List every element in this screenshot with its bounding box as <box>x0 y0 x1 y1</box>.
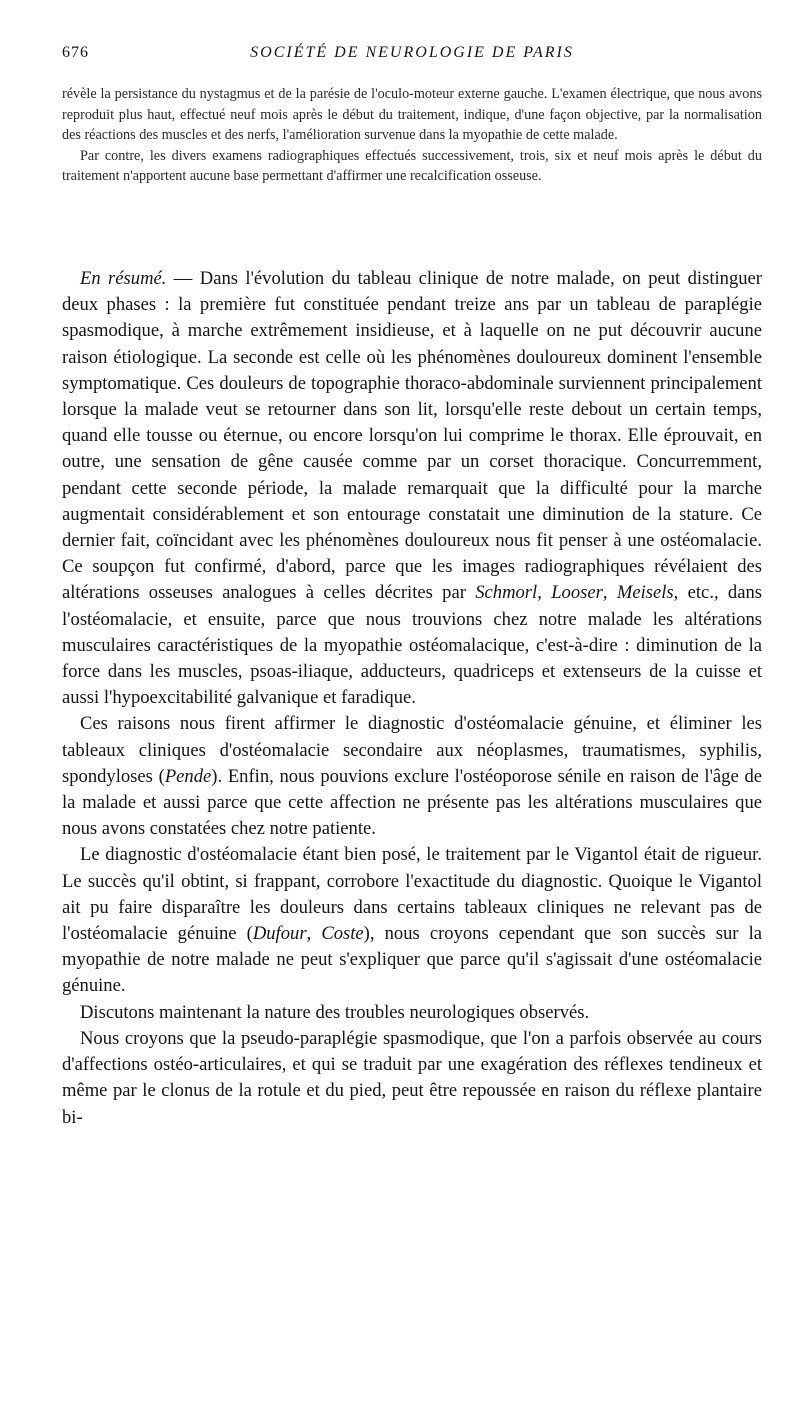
separator: , <box>602 582 617 604</box>
page-header <box>62 44 762 68</box>
page-number: 676 <box>62 44 89 61</box>
treatment-paragraph <box>62 842 762 999</box>
author-name: Coste <box>321 923 364 945</box>
author-name: Schmorl <box>475 582 538 604</box>
author-name: Dufour <box>252 923 307 945</box>
diagnosis-paragraph <box>62 711 762 842</box>
text-span: — Dans l'évolution du tableau clinique de notre malade, on peut distinguer deux phases : la première fut constituée pendant treize ans par un tableau de paraplégie spasmodique, à marche extrêmement insidieuse, et à laquelle on ne put découvrir aucune raison étiologique. La seconde est celle où les phénomènes douloureux dominent l'ensemble symptomatique. Ces douleurs de topographie thoraco-abdominale surviennent principalement lorsque la malade veut se retourner dans son lit, lorsqu'elle reste debout un certain temps, quand elle tousse ou éternue, ou encore lorsqu'on lui comprime le thorax. Elle éprouvait, en outre, une sensation de gêne causée comme par un corset thoracique. Concurremment, pendant cette seconde période, la malade remarquait que la difficulté pour la marche augmentait considérablement et son entourage constatait une diminution de la stature. Ce dernier fait, coïncidant avec les phénomènes douloureux nous fit penser à une ostéomalacie. Ce soupçon fut confirmé, d'abord, parce que les images radiographiques révélaient des altérations osseuses analogues à celles décrites par <box>62 268 762 604</box>
main-text-section <box>62 266 762 1131</box>
text-span: ), nous croyons cependant que son succès sur la myopathie de notre malade ne peut s'expliquer que parce qu'il s'agissait d'une ostéomalacie génuine. <box>62 923 763 997</box>
text-span: Le diagnostic d'ostéomalacie étant bien posé, le traitement par le Vigantol était de rigueur. Le succès qu'il obtint, si frappant, corrobore l'exactitude du diagnostic. Quoique le Vigantol ait pu faire disparaître les douleurs dans certains tableaux cliniques ne relevant pas de l'ostéomalacie génuine ( <box>62 844 762 945</box>
running-title: SOCIÉTÉ DE NEUROLOGIE DE PARIS <box>250 44 574 61</box>
author-name: Looser <box>551 582 603 604</box>
small-print-paragraph: révèle la persistance du nystagmus et de la parésie de l'oculo-moteur externe gauche. L'examen électrique, que nous avons reproduit plus haut, effectué neuf mois après le début du traitement, indique, d'une façon objective, par la normalisation des réactions des muscles et des nerfs, l'amélioration survenue dans la myopathie de cette malade. <box>62 86 762 144</box>
author-name: Meisels <box>616 582 674 604</box>
pseudo-paraplegia-paragraph: Nous croyons que la pseudo-paraplégie spasmodique, que l'on a parfois observée au cours d'affections ostéo-articulaires, et qui se traduit par une exagération des réflexes tendineux et même par le clonus de la rotule et du pied, peut être repoussée en raison du réflexe plantaire bi- <box>62 1027 762 1128</box>
separator: , <box>537 582 552 604</box>
text-span: Ces raisons nous firent affirmer le diagnostic d'ostéomalacie génuine, et éliminer les tableaux cliniques d'ostéomalacie secondaire aux néoplasmes, traumatismes, syphilis, spondyloses ( <box>62 713 762 787</box>
summary-paragraph <box>62 266 762 711</box>
text-span: , etc., dans l'ostéomalacie, et ensuite, parce que nous trouvions chez notre malade les altérations musculaires caractéristiques de la myopathie ostéomalacique, c'est-à-dire : diminution de la force dans les muscles, psoas-iliaque, adducteurs, quadriceps et extenseurs de la cuisse et aussi l'hypoexcitabilité galvanique et faradique. <box>62 582 763 709</box>
text-span: ). Enfin, nous pouvions exclure l'ostéoporose sénile en raison de l'âge de la malade et aussi parce que cette affection ne présente pas les altérations musculaires que nous avons constatées chez notre patiente. <box>62 765 762 840</box>
small-print-paragraph: Par contre, les divers examens radiographiques effectués successivement, trois, six et neuf mois après le début du traitement n'apportent aucune base permettant d'affirmer une recalcification osseuse. <box>62 147 762 185</box>
separator: , <box>306 923 322 945</box>
summary-lead-in: En résumé. <box>80 268 167 289</box>
small-print-section <box>62 84 762 187</box>
author-name: Pende <box>164 765 212 787</box>
discussion-paragraph: Discutons maintenant la nature des troubles neurologiques observés. <box>80 1001 590 1023</box>
